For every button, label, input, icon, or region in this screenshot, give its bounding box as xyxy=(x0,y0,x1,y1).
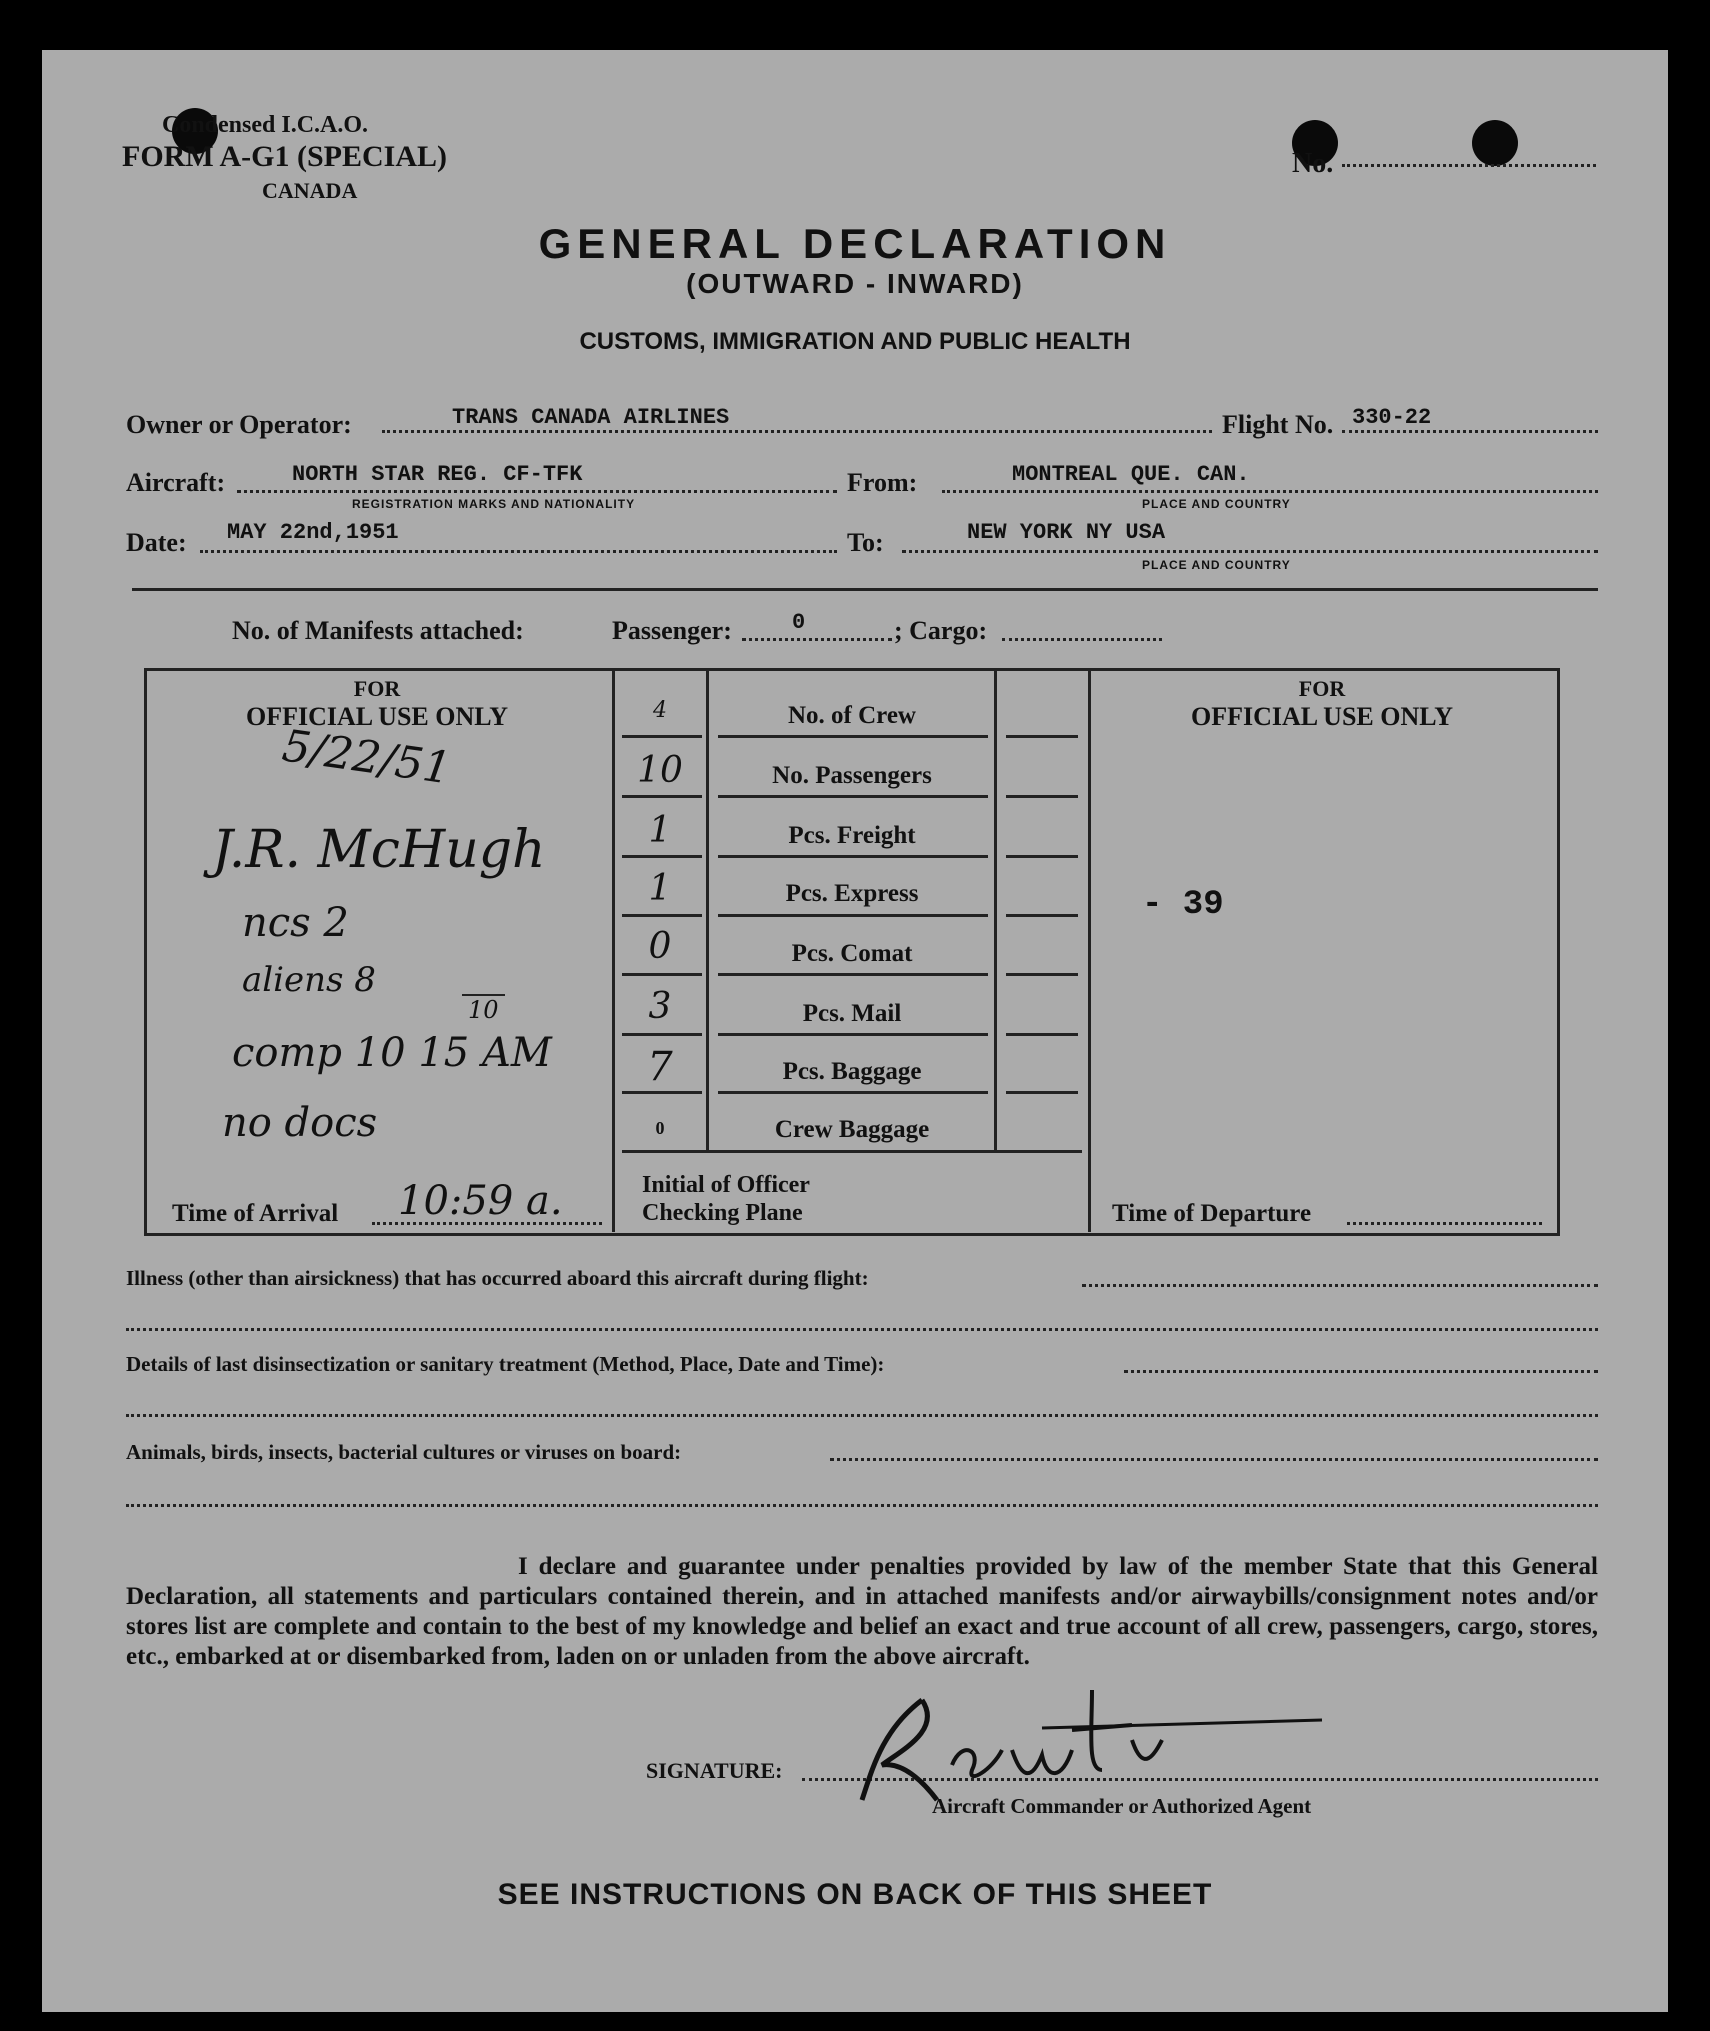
left-head-for: FOR xyxy=(353,676,401,701)
passengers-label: No. Passengers xyxy=(772,762,932,789)
comat-label: Pcs. Comat xyxy=(791,940,913,967)
from-label: From: xyxy=(847,468,918,497)
flight-label: Flight No. xyxy=(1222,410,1334,439)
footer-instructions: SEE INSTRUCTIONS ON BACK OF THIS SHEET xyxy=(497,1878,1213,1911)
baggage-label: Pcs. Baggage xyxy=(782,1058,922,1085)
form-title: GENERAL DECLARATION xyxy=(538,220,1172,267)
owner-value: TRANS CANADA AIRLINES xyxy=(452,405,730,430)
aircraft-caption: REGISTRATION MARKS AND NATIONALITY xyxy=(352,497,636,511)
handwritten-signature xyxy=(842,1670,1342,1810)
row-line xyxy=(622,855,702,858)
owner-label: Owner or Operator: xyxy=(126,410,352,439)
handwritten-nodocs: no docs xyxy=(222,1100,378,1146)
mail-label: Pcs. Mail xyxy=(802,1000,902,1027)
row-line xyxy=(1006,973,1078,976)
row-line xyxy=(1006,795,1078,798)
freight-value: 1 xyxy=(648,810,672,851)
cargo-manifest-label: ; Cargo: xyxy=(894,616,988,645)
handwritten-citizens: ncs 2 xyxy=(242,900,349,946)
cargo-manifest-line xyxy=(1002,638,1162,641)
to-label: To: xyxy=(847,528,884,557)
from-value: MONTREAL QUE. CAN. xyxy=(1012,462,1250,487)
crew-baggage-value: 0 xyxy=(655,1118,665,1138)
flight-value: 330-22 xyxy=(1352,405,1432,430)
animals-question: Animals, birds, insects, bacterial cultures or viruses on board: xyxy=(126,1440,682,1464)
right-head-for: FOR xyxy=(1298,676,1346,701)
condensed-icao: Condensed I.C.A.O. xyxy=(162,112,369,138)
crew-label: No. of Crew xyxy=(788,702,916,729)
animals-line xyxy=(830,1458,1598,1461)
disinsect-question: Details of last disinsectization or sanitary treatment (Method, Place, Date and Time): xyxy=(126,1352,885,1376)
row-line xyxy=(622,1150,1082,1153)
aircraft-value: NORTH STAR REG. CF-TFK xyxy=(292,462,583,487)
from-caption: PLACE AND COUNTRY xyxy=(1142,497,1291,511)
handwritten-date: 5/22/51 xyxy=(279,720,455,795)
departure-label: Time of Departure xyxy=(1112,1200,1312,1227)
handwritten-total: 10 xyxy=(462,994,505,1024)
initial-officer-label: Initial of Officer xyxy=(642,1172,810,1198)
row-line xyxy=(718,1091,988,1094)
passenger-manifest-label: Passenger: xyxy=(612,616,732,645)
baggage-value: 7 xyxy=(647,1044,673,1090)
no-label: No. xyxy=(1292,148,1334,179)
row-line xyxy=(1006,1091,1078,1094)
express-value: 1 xyxy=(648,868,672,909)
row-line xyxy=(1006,855,1078,858)
row-line xyxy=(718,1033,988,1036)
comat-value: 0 xyxy=(648,926,672,967)
from-line xyxy=(942,490,1598,493)
official-stamp-number: - 39 xyxy=(1142,886,1224,924)
row-line xyxy=(718,795,988,798)
passenger-manifest-value: 0 xyxy=(792,610,806,635)
signature-label: SIGNATURE: xyxy=(646,1758,783,1783)
table-divider xyxy=(994,670,997,1150)
row-line xyxy=(622,735,702,738)
row-line xyxy=(718,914,988,917)
departure-line xyxy=(1347,1222,1542,1225)
express-label: Pcs. Express xyxy=(785,880,919,907)
row-line xyxy=(718,855,988,858)
illness-line-2 xyxy=(126,1328,1598,1331)
mail-value: 3 xyxy=(648,986,672,1027)
date-line xyxy=(200,550,837,553)
to-line xyxy=(902,550,1598,553)
to-caption: PLACE AND COUNTRY xyxy=(1142,558,1291,572)
checking-plane-label: Checking Plane xyxy=(642,1200,803,1226)
crew-value: 4 xyxy=(653,698,667,723)
form-paper xyxy=(42,50,1668,2012)
separator-line xyxy=(132,588,1598,591)
row-line xyxy=(622,1091,702,1094)
form-country: CANADA xyxy=(262,178,358,203)
signature-caption: Aircraft Commander or Authorized Agent xyxy=(932,1794,1312,1818)
freight-label: Pcs. Freight xyxy=(788,822,916,849)
left-head-official: OFFICIAL USE ONLY xyxy=(246,702,508,731)
row-line xyxy=(1006,1033,1078,1036)
row-line xyxy=(718,735,988,738)
owner-line xyxy=(382,430,1212,433)
table-divider xyxy=(1088,670,1091,1232)
disinsect-line-2 xyxy=(126,1414,1598,1417)
handwritten-comp: comp 10 15 AM xyxy=(232,1030,552,1076)
punch-hole xyxy=(1472,120,1518,166)
table-divider xyxy=(612,670,615,1232)
form-department: CUSTOMS, IMMIGRATION AND PUBLIC HEALTH xyxy=(579,328,1131,355)
animals-line-2 xyxy=(126,1504,1598,1507)
passenger-manifest-line xyxy=(742,638,892,641)
illness-question: Illness (other than airsickness) that has occurred aboard this aircraft during flight: xyxy=(126,1266,869,1290)
arrival-label: Time of Arrival xyxy=(172,1200,339,1227)
handwritten-aliens: aliens 8 xyxy=(242,960,376,1000)
passengers-value: 10 xyxy=(637,750,683,791)
no-field-line xyxy=(1342,164,1596,167)
row-line xyxy=(1006,914,1078,917)
disinsect-line xyxy=(1124,1370,1598,1373)
declaration-text: I declare and guarantee under penalties provided by law of the member State that this General Declaration, all statements and particulars contained therein, and in attached manifests and/or airwaybills/consignment notes and/or stores list are complete and contain to the best of my knowledge and belief an exact and true account of all crew, passengers, cargo, stores, etc., embarked at or disembarked from, laden on or unladen from the above aircraft. xyxy=(126,1553,1598,1670)
illness-line xyxy=(1082,1284,1598,1287)
manifests-label: No. of Manifests attached: xyxy=(232,616,524,645)
date-value: MAY 22nd,1951 xyxy=(227,520,399,545)
form-number: FORM A-G1 (SPECIAL) xyxy=(122,140,447,173)
row-line xyxy=(622,1033,702,1036)
row-line xyxy=(622,914,702,917)
aircraft-line xyxy=(237,490,837,493)
form-subtitle: (OUTWARD - INWARD) xyxy=(686,268,1024,299)
flight-line xyxy=(1342,430,1598,433)
arrival-value: 10:59 a. xyxy=(398,1178,563,1224)
handwritten-officer: J.R. McHugh xyxy=(212,820,546,880)
right-head-official: OFFICIAL USE ONLY xyxy=(1191,702,1453,731)
row-line xyxy=(622,973,702,976)
row-line xyxy=(622,795,702,798)
crew-baggage-label: Crew Baggage xyxy=(774,1116,930,1143)
row-line xyxy=(1006,735,1078,738)
row-line xyxy=(718,973,988,976)
to-value: NEW YORK NY USA xyxy=(967,520,1166,545)
date-label: Date: xyxy=(126,528,187,557)
table-divider xyxy=(706,670,709,1150)
aircraft-label: Aircraft: xyxy=(126,468,226,497)
